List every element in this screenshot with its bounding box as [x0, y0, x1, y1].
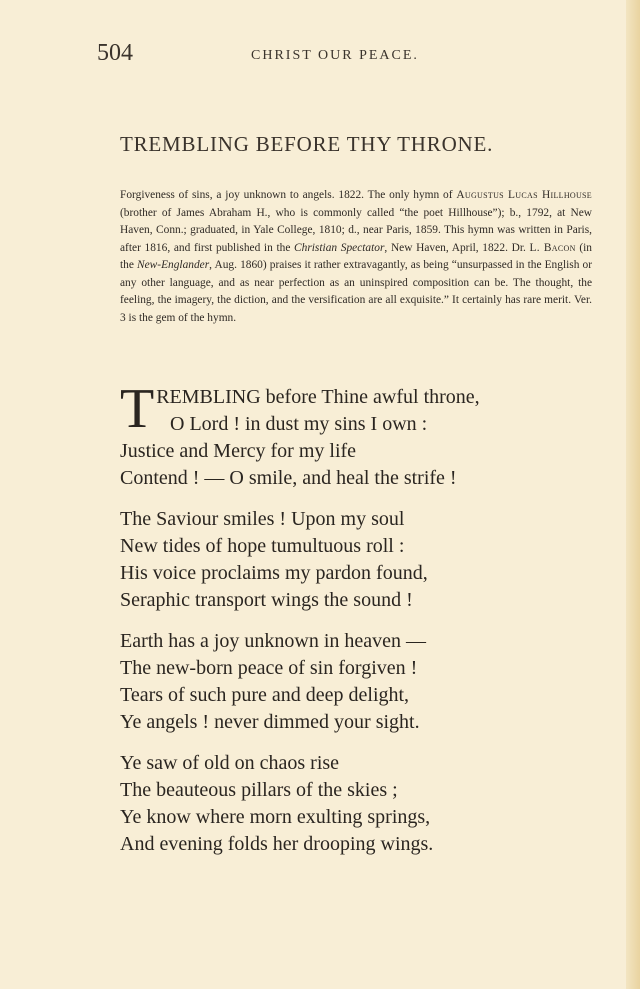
running-head: CHRIST OUR PEACE.	[251, 48, 419, 63]
poem-line: The Saviour smiles ! Upon my soul	[120, 508, 405, 530]
poem-line: And evening folds her drooping wings.	[120, 833, 434, 855]
note-text: Forgiveness of sins, a joy unknown to angels. 1822. The only hymn of	[120, 189, 457, 201]
poem-line: The new-born peace of sin forgiven !	[120, 657, 418, 679]
stanza-3	[120, 628, 570, 736]
note-critic: L. Bacon	[529, 241, 576, 254]
stanza-1	[120, 378, 570, 492]
poem	[120, 378, 570, 872]
note-periodical: Christian Spectator	[294, 241, 385, 254]
poem-line: The beauteous pillars of the skies ;	[120, 779, 398, 801]
poem-line: Tears of such pure and deep delight,	[120, 684, 410, 706]
hymn-title: TREMBLING BEFORE THY THRONE.	[120, 132, 494, 156]
note-text: , New Haven, April, 1822. Dr.	[384, 241, 530, 254]
note-periodical: New-Englander	[137, 259, 210, 271]
poem-line: Ye angels ! never dimmed your sight.	[120, 711, 420, 733]
stanza-4	[120, 750, 570, 858]
stanza-2	[120, 506, 570, 614]
poem-line: Justice and Mercy for my life	[120, 440, 357, 462]
note-text: (brother of James Abraham H., who is commonly called “the poet Hillhouse”); b., 1792, at New Haven, Conn.; graduated, in Yale College, 1810; d., near Paris, 1859. This hymn was written in Paris, after 1816, and first published in the	[120, 206, 592, 254]
hymn-note	[120, 187, 592, 327]
poem-line: O Lord ! in dust my sins I own :	[170, 413, 428, 435]
note-author: Augustus Lucas Hillhouse	[456, 189, 592, 201]
poem-line: His voice proclaims my pardon found,	[120, 562, 428, 584]
page-number: 504	[97, 40, 133, 66]
drop-cap: T	[120, 378, 155, 440]
note-text: , Aug. 1860) praises it rather extravagantly, as being “unsurpassed in the English or any other language, and as near perfection as an uninspired composition can be. The thought, the feeling, the imagery, the diction, and the versification are all exquisite.” It certainly has rare merit. Ver. 3 is the gem of the hymn.	[120, 259, 592, 324]
note-text: (in the	[120, 241, 592, 271]
poem-line: Contend ! — O smile, and heal the strife !	[120, 467, 457, 489]
page-edge	[626, 0, 640, 989]
page-header	[97, 40, 567, 68]
poem-line: Ye saw of old on chaos rise	[120, 752, 340, 774]
poem-line: Ye know where morn exulting springs,	[120, 806, 431, 828]
poem-line: New tides of hope tumultuous roll :	[120, 535, 405, 557]
poem-line: Earth has a joy unknown in heaven —	[120, 630, 427, 652]
poem-line: Seraphic transport wings the sound !	[120, 589, 413, 611]
poem-line: REMBLING before Thine awful throne,	[156, 386, 480, 408]
